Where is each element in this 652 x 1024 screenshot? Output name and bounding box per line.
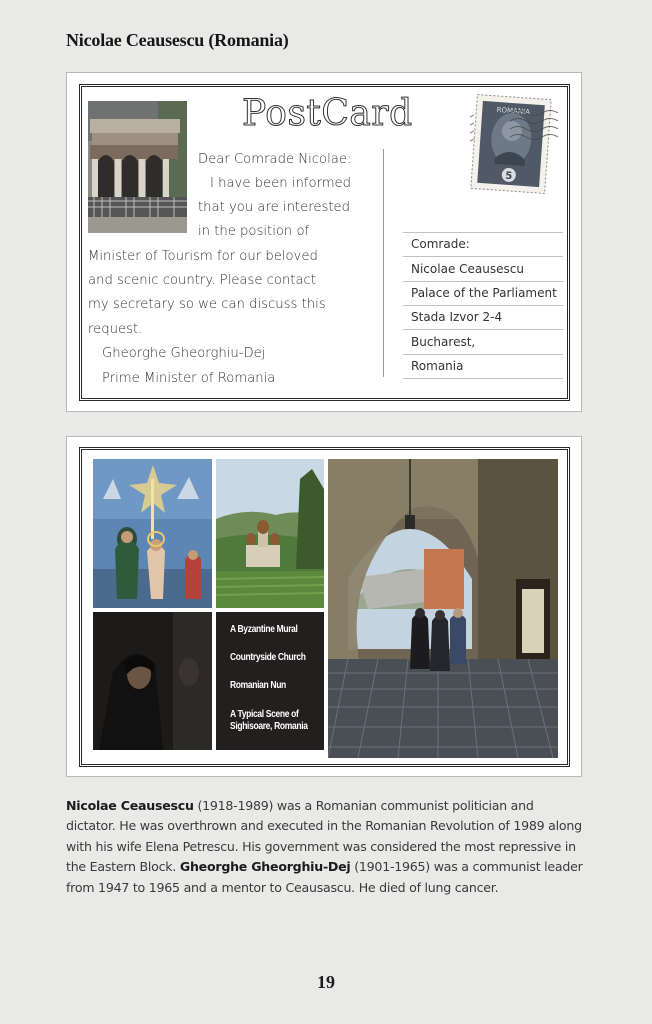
letter-line: request. bbox=[88, 322, 143, 337]
stamp-country-text: ROMANIA bbox=[496, 105, 531, 117]
church-photo bbox=[88, 101, 187, 233]
page-title: Nicolae Ceausescu (Romania) bbox=[66, 30, 289, 50]
address-line: Nicolae Ceausescu bbox=[411, 262, 524, 276]
address-line: Bucharest, bbox=[411, 335, 476, 349]
caption-mural: A Byzantine Mural bbox=[230, 624, 298, 635]
photo-collage bbox=[79, 447, 570, 767]
caption-church: Countryside Church bbox=[230, 652, 306, 663]
address-rule bbox=[403, 281, 563, 282]
bio-name-ceausescu: Nicolae Ceausescu bbox=[66, 798, 194, 813]
address-rule bbox=[403, 329, 563, 330]
address-line: Comrade: bbox=[411, 237, 470, 251]
letter-signature: Gheorghe Gheorghiu-Dej bbox=[102, 346, 266, 361]
letter-signature-title: Prime Minister of Romania bbox=[102, 371, 276, 386]
letter-line: and scenic country. Please contact bbox=[88, 273, 316, 288]
caption-street-line1: A Typical Scene of bbox=[230, 709, 299, 720]
letter-line: Minister of Tourism for our beloved bbox=[88, 249, 318, 264]
postage-stamp bbox=[470, 93, 558, 197]
bio-paragraph bbox=[66, 796, 586, 898]
countryside-church-photo bbox=[216, 459, 324, 608]
address-rule bbox=[403, 354, 563, 355]
address-line: Stada Izvor 2-4 bbox=[411, 310, 503, 324]
letter-line: my secretary so we can discuss this bbox=[88, 297, 326, 312]
address-rule bbox=[403, 232, 563, 233]
page-number: 19 bbox=[317, 972, 335, 992]
stamp-value-text: 5 bbox=[504, 170, 513, 183]
letter-line: Dear Comrade Nicolae: bbox=[198, 152, 352, 167]
postcard bbox=[79, 84, 570, 401]
letter-line: in the position of bbox=[198, 224, 310, 239]
postcard-divider bbox=[383, 149, 384, 377]
romanian-nun-photo bbox=[93, 612, 212, 750]
sighisoara-street-photo bbox=[328, 459, 558, 758]
caption-box bbox=[216, 612, 324, 750]
address-line: Palace of the Parliament bbox=[411, 286, 557, 300]
bio-text-gheorghiu-dej: (1901-1965) was a communist leader from 1947 to 1965 and a mentor to Ceausascu. He died of lung cancer. bbox=[66, 859, 583, 895]
postcard-frame bbox=[66, 72, 582, 412]
letter-line: I have been informed bbox=[210, 176, 352, 191]
address-line: Romania bbox=[411, 359, 464, 373]
bio-text-ceausescu: (1918-1989) was a Romanian communist politician and dictator. He was overthrown and executed in the Romanian Revolution of 1989 along with his wife Elena Petrescu. His government was considered the most repressive in the Eastern Block. bbox=[66, 798, 582, 875]
address-rule bbox=[403, 378, 563, 379]
letter-line: that you are interested bbox=[198, 200, 350, 215]
bio-name-gheorghiu-dej: Gheorghe Gheorghiu-Dej bbox=[179, 859, 351, 875]
address-rule bbox=[403, 256, 563, 257]
address-rule bbox=[403, 305, 563, 306]
postcard-title: PostCard bbox=[242, 93, 413, 134]
caption-nun: Romanian Nun bbox=[230, 680, 286, 691]
caption-street-line2: Sighisoare, Romania bbox=[230, 721, 308, 732]
byzantine-mural-photo bbox=[93, 459, 212, 608]
photo-collage-frame bbox=[66, 436, 582, 777]
